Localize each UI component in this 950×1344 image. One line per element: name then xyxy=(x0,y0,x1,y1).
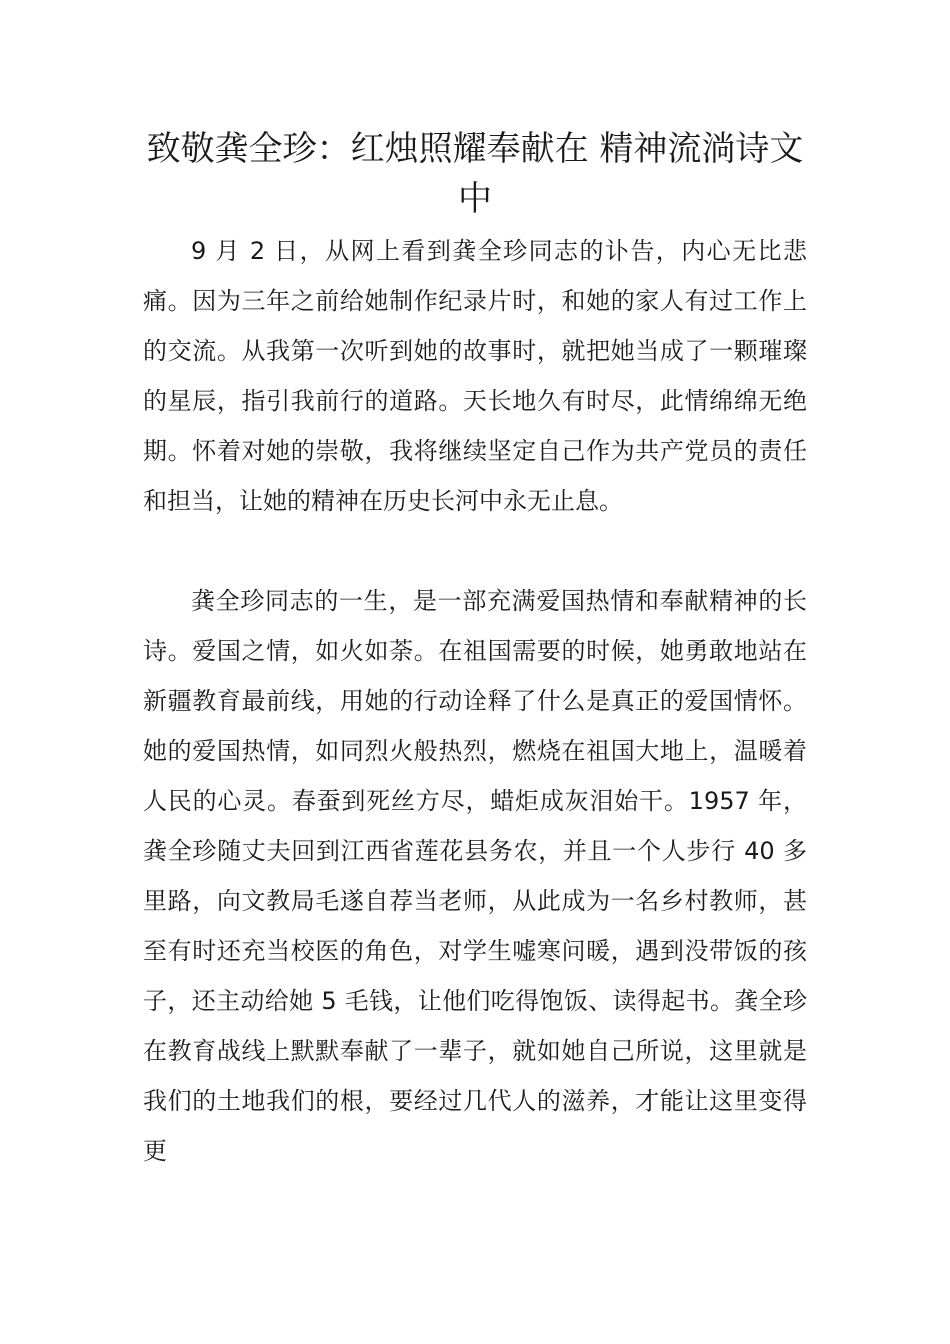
document-body xyxy=(143,226,807,1176)
paragraph-2: 龚全珍同志的一生，是一部充满爱国热情和奉献精神的长诗。爱国之情，如火如荼。在祖国需要的时候，她勇敢地站在新疆教育最前线，用她的行动诠释了什么是真正的爱国情怀。她的爱国热情，如同烈火般热烈，燃烧在祖国大地上，温暖着人民的心灵。春蚕到死丝方尽，蜡炬成灰泪始干。1957 年，龚全珍随丈夫回到江西省莲花县务农，并且一个人步行 40 多里路，向文教局毛遂自荐当老师，从此成为一名乡村教师，甚至有时还充当校医的角色，对学生嘘寒问暖，遇到没带饭的孩子，还主动给她 5 毛钱，让他们吃得饱饭、读得起书。龚全珍在教育战线上默默奉献了一辈子，就如她自己所说，这里就是我们的土地我们的根，要经过几代人的滋养，才能让这里变得更 xyxy=(143,587,807,1165)
paragraph-1: 9 月 2 日，从网上看到龚全珍同志的讣告，内心无比悲痛。因为三年之前给她制作纪录片时，和她的家人有过工作上的交流。从我第一次听到她的故事时，就把她当成了一颗璀璨的星辰，指引我前行的道路。天长地久有时尽，此情绵绵无绝期。怀着对她的崇敬，我将继续坚定自己作为共产党员的责任和担当，让她的精神在历史长河中永无止息。 xyxy=(143,237,807,515)
document-title: 致敬龚全珍：红烛照耀奉献在 精神流淌诗文中 xyxy=(146,129,804,219)
